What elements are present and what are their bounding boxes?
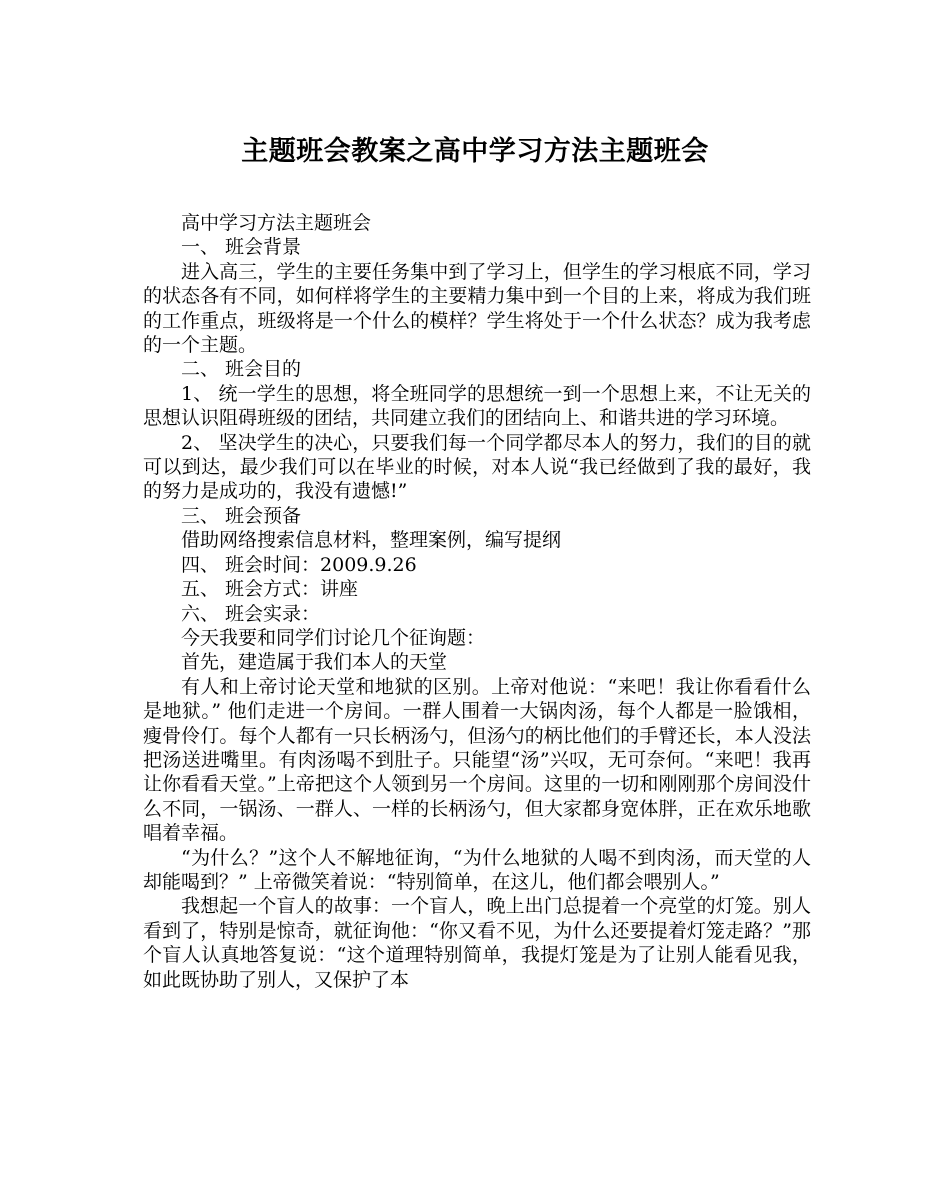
paragraph-first-point: 首先，建造属于我们本人的天堂 [181,651,448,674]
paragraph-preparation: 借助网络搜索信息材料，整理案例，编写提纲 [181,529,562,552]
section-heading-format: 五、 班会方式：讲座 [181,578,359,601]
section-heading-preparation: 三、 班会预备 [181,504,302,527]
paragraph-heaven-hell-story: 有人和上帝讨论天堂和地狱的区别。上帝对他说：“来吧！我让你看看什么是地狱。” 他们走进一个房间。一群人围着一大锅肉汤，每个人都是一脸饿相，瘦骨伶仃。每个人都有一只长柄汤勺，但汤勺的柄比他们的手臂还长，本人没法把汤送进嘴里。有肉汤喝不到肚子。只能望“汤”兴叹，无可奈何。“来吧！我再让你看看天堂。”上帝把这个人领到另一个房间。这里的一切和刚刚那个房间没什么不同，一锅汤、一群人、一样的长柄汤勺，但大家都身宽体胖，正在欢乐地歌唱着幸福。 [143,675,811,845]
paragraph-purpose-2: 2、 坚决学生的决心，只要我们每一个同学都尽本人的努力，我们的目的就可以到达，最少我们可以在毕业的时候，对本人说“我已经做到了我的最好，我的努力是成功的，我没有遗憾!” [143,431,811,503]
paragraph-background: 进入高三，学生的主要任务集中到了学习上，但学生的学习根底不同，学习的状态各有不同，如何样将学生的主要精力集中到一个目的上来，将成为我们班的工作重点，班级将是一个什么的模样？学生将处于一个什么状态？成为我考虑的一个主题。 [143,260,811,357]
section-heading-background: 一、 班会背景 [181,236,302,259]
section-heading-purpose: 二、 班会目的 [181,358,302,381]
paragraph-intro: 今天我要和同学们讨论几个征询题： [181,626,486,649]
paragraph-subtitle: 高中学习方法主题班会 [181,212,372,234]
paragraph-why-question: “为什么？”这个人不解地征询，“为什么地狱的人喝不到肉汤，而天堂的人却能喝到？” 上帝微笑着说：“特别简单，在这儿，他们都会喂别人。” [143,846,811,893]
section-heading-record: 六、 班会实录： [181,602,321,625]
section-heading-time: 四、 班会时间：2009.9.26 [181,553,417,576]
paragraph-blind-man-story: 我想起一个盲人的故事：一个盲人，晚上出门总提着一个亮堂的灯笼。别人看到了，特别是惊奇，就征询他：“你又看不见，为什么还要提着灯笼走路？”那个盲人认真地答复说：“这个道理特别简单，我提灯笼是为了让别人能看见我，如此既协助了别人，又保护了本 [143,895,811,991]
document-title: 主题班会教案之高中学习方法主题班会 [241,136,709,167]
document-body [143,211,811,992]
paragraph-purpose-1: 1、 统一学生的思想，将全班同学的思想统一到一个思想上来，不让无关的思想认识阻碍班级的团结，共同建立我们的团结向上、和谐共进的学习环境。 [143,382,811,430]
